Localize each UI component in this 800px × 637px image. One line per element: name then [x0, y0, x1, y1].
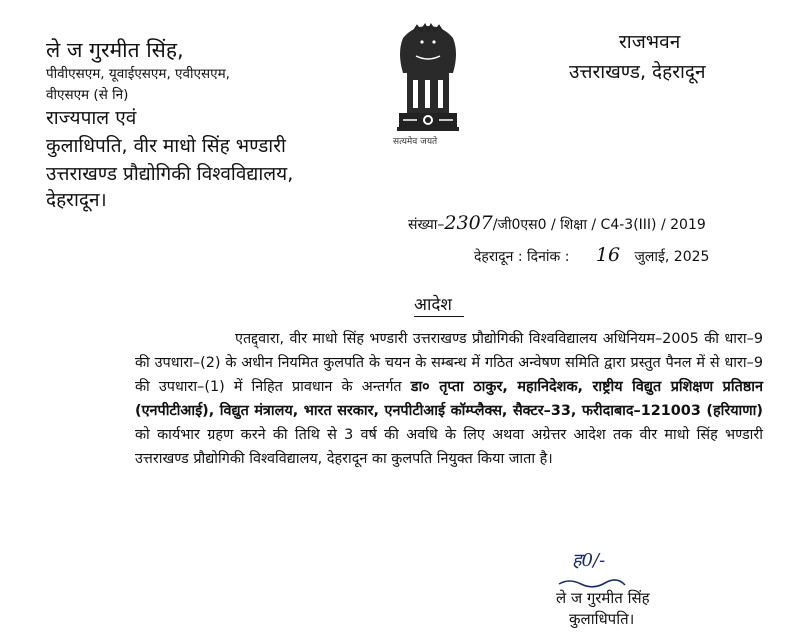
order-heading: आदेश — [414, 295, 452, 315]
date-day: 16 — [595, 244, 621, 266]
emblem-motto: सत्यमेव जयते — [393, 137, 438, 147]
order-body — [135, 327, 763, 471]
sender-decorations: पीवीएसएम, यूवाईएसएम, एवीएसएम, — [46, 66, 230, 82]
body-part-2: को कार्यभार ग्रहण करने की तिथि से 3 वर्ष की अवधि के लिए अथवा अग्रेत्तर आदेश तक वीर माधो सिंह भण्डारी उत्तराखण्ड प्रौद्योगिकी विश्वविद्यालय, देहरादून का कुलपति नियुक्त किया जाता है। — [135, 427, 763, 467]
signature-flourish-icon — [555, 575, 629, 589]
signature-handwritten: ह0/- — [572, 550, 606, 571]
heading-underline — [414, 316, 464, 317]
sender-name: ले ज गुरमीत सिंह, — [46, 38, 184, 62]
office-name: राजभवन — [619, 31, 681, 53]
date-month-year: जुलाई, 2025 — [634, 249, 710, 265]
office-location: उत्तराखण्ड, देहरादून — [569, 61, 706, 83]
body-part-1: एतद्द्वारा, वीर माधो सिंह भण्डारी उत्तराखण्ड प्रौद्योगिकी विश्वविद्यालय अधिनियम–2005 की धारा–9 की उपधारा–(2) के अधीन नियमित कुलपति के चयन के सम्बन्ध में गठित अन्वेषण समिति द्वारा प्रस्तुत पैनल में से धारा–9 की उपधारा–(1) में निहित प्रावधान के अन्तर्गत — [135, 331, 763, 395]
date-line — [474, 244, 709, 266]
sender-role-2: कुलाधिपति, वीर माधो सिंह भण्डारी — [46, 135, 286, 157]
signatory-name: ले ज गुरमीत सिंह — [556, 589, 650, 607]
body-appointee: डा० तृप्ता ठाकुर, महानिदेशक, राष्ट्रीय विद्युत प्रशिक्षण प्रतिष्ठान (एनपीटीआई), विद्युत मंत्रालय, भारत सरकार, एनपीटीआई कॉम्प्लैक्स, सैक्टर–33, फरीदाबाद–121003 (हरियाणा) — [135, 379, 763, 419]
reference-suffix: /जी0एस0 / शिक्षा / C4-3(III) / 2019 — [492, 217, 706, 233]
sender-decorations-2: वीएसएम (से नि) — [46, 87, 129, 103]
national-emblem-icon — [383, 18, 473, 153]
date-label: देहरादून : दिनांक : — [474, 249, 570, 265]
reference-label: संख्या– — [408, 217, 445, 233]
reference-number — [408, 212, 706, 234]
sender-role: राज्यपाल एवं — [46, 107, 137, 129]
reference-handwritten-number: 2307 — [444, 212, 493, 234]
sender-city: देहरादून। — [46, 189, 107, 211]
signatory-title: कुलाधिपति। — [569, 610, 635, 628]
sender-role-3: उत्तराखण्ड प्रौद्योगिकी विश्वविद्यालय, — [46, 163, 294, 185]
